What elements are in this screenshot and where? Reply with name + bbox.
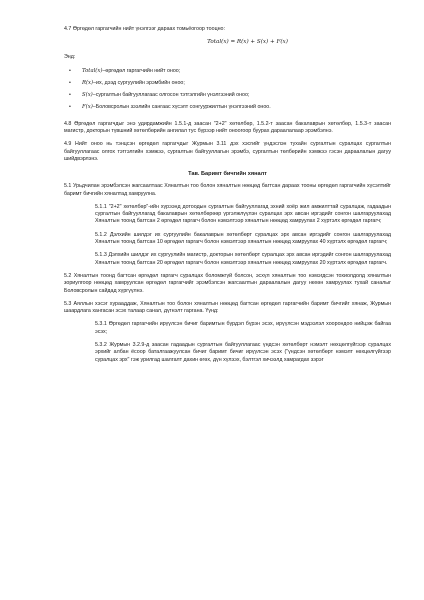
paragraph-5-3-2: 5.3.2 Журмын 3.2.9-д заасан гадаадын сургалтын байгууллагаас үндсэн хөтөлбөрт нэмэлт нөхцөлгүйгээр суралцах эрхийг албан ёсоор баталгаажуулсан бичиг баримт бичиг ирүүлсэн эсэх ("үндсэн хөтөлбөрт нэмэлт нөхцөлгүйгээр суралцах эрх" гэж урилгад шалгалт дахин өгөх, дүн хүлээх, бэлтгэл хичээлд хамрагдах зэрэг bbox=[95, 342, 391, 363]
legend-symbol: R(x) bbox=[82, 79, 94, 86]
paragraph-5-1-3: 5.1.3 Дэлхийн шилдэг их сургуулийн магистр, докторын хөтөлбөрт суралцах эрх авсан иргэдийг сонгон шалгаруулахад Хяналтын тоонд багтсан 20 өргөдөл гаргагч болон нэмэлтээр хяналтын нөөцөд хамруулах 20 хүртэлх өргөдөл гаргагч. bbox=[95, 252, 391, 266]
formula-legend bbox=[64, 68, 391, 112]
legend-text: –их, дээд сургуулийн эрэмбийн оноо; bbox=[93, 79, 185, 86]
legend-item-total bbox=[64, 68, 391, 75]
legend-item-s bbox=[64, 92, 391, 99]
paragraph-5-1-2: 5.1.2 Дэлхийн шилдэг их сургуулийн бакалаврын хөтөлбөрт суралцах эрх авсан иргэдийг сонгон шалгаруулахад Хяналтын тоонд багтсан 10 өргөдөл гаргагч болон нэмэлтээр хяналтын нөөцөд хамруулах 40 хүртэлх өргөдөл гаргагч; bbox=[95, 231, 391, 246]
bullet-icon: • bbox=[69, 67, 71, 74]
legend-symbol: Total(x) bbox=[82, 67, 103, 74]
paragraph-5-1-1: 5.1.1 "2+2" хөтөлбөр"-ийн хүрээнд дотоодын сургалтын байгууллагад эхний хоёр жил амжилттай суралцаж, гадаадын сургалтын байгууллагад бакалаврын хөтөлбөрөөр үргэлжлүүлэн суралцах эрх авсан иргэдийг сонгон шалгаруулахад Хяналтын тоонд багтсан 2 өргөдөл гаргагч болон нэмэлтээр хяналтын нөөцөд хамруулах 2 хүртэлх өргөдөл гаргагч; bbox=[95, 203, 391, 225]
bullet-icon: • bbox=[69, 104, 71, 111]
paragraph-5-3-1: 5.3.1 Өргөдөл гаргагчийн ирүүлсэн бичиг баримтын бүрдэл бүрэн эсэх, ирүүлсэн мэдээлэл хоорондоо нийцэж байгаа эсэх; bbox=[95, 321, 391, 335]
legend-symbol: S(x) bbox=[82, 92, 93, 99]
paragraph-5-3: 5.3 Аяллын хэсэг хурааддаж, Хяналтын тоо болон хяналтын нөөцөд багтсан өргөдөл гаргагчийн баримт бичгийг хянаж, Журмын шаардлага хангасан эсэх талаар санал, дүгнэлт гаргана. Үүнд: bbox=[64, 300, 391, 315]
legend-text: –сургалтын байгууллагаас олгосон тэтгэлгийн үнэлгээний оноо; bbox=[92, 92, 250, 99]
where-label: Энд: bbox=[64, 54, 76, 61]
paragraph-4-9: 4.9 Нийт оноо нь тэнцсэн өргөдөл гаргагчдыг Журмын 3.11 дэх хэсгийг үндэслэн тухайн сургалтын суралцах сургалтын байгууллагаас олгох тэтгэлгийн хэмжээ, сургалтын байгууллагын эрэмбэ, сургалтын төлбөрийн хэмжээ гэсэн дараалалын дагуу шийдвэрлэнэ. bbox=[64, 141, 391, 162]
paragraph-4-8: 4.8 Өргөдөл гаргагчдыг энэ удирдамжийн 1.5.1-д заасан "2+2" хөтөлбөр, 1.5.2-т заасан бакалаврын хөтөлбөр, 1.5.3-т заасан магистр, докторын түвшний хөтөлбөрийн ангилал тус бүрээр нийт оноогоор буурах дараалалаар эрэмбэлнэ. bbox=[64, 120, 391, 135]
section-5-heading: Тав. Баримт бичгийн хяналт bbox=[188, 171, 267, 178]
legend-text: –өргөдөл гаргагчийн нийт оноо; bbox=[102, 67, 181, 74]
paragraph-5-1: 5.1 Урьдчилан эрэмбэлсэн жагсаалтаас Хяналтын тоо болон хяналтын нөөцөд багтсан дараах тооны өргөдөл гаргагчийн хүсэлтийг баримт бичгийн хяналтад хамруулна. bbox=[64, 183, 391, 197]
bullet-icon: • bbox=[69, 92, 71, 99]
paragraph-4-7: 4.7 Өргөдөл гаргагчийн нийт үнэлгээг дараах томьёогоор тооцно: bbox=[64, 26, 225, 32]
total-score-formula: Total(x) = R(x) + S(x) + F(x) bbox=[207, 39, 288, 46]
legend-item-f bbox=[64, 104, 391, 111]
legend-text: –Боловсролын зээлийн сангаас хүсэлт сонгууржилтын үнэлгээний оноо. bbox=[92, 104, 271, 111]
bullet-icon: • bbox=[69, 79, 71, 86]
legend-item-r bbox=[64, 80, 391, 87]
legend-symbol: F(x) bbox=[82, 104, 93, 111]
paragraph-5-2: 5.2 Хяналтын тоонд багтсан өргөдөл гаргагч суралцах боломжгүй болсон, эсхүл хяналтын тоо нэмэгдсэн тохиолдолд хяналтын зориулгоор нөөцөд хамруулсан өргөдөл гаргагчийг эрэмбэлсэн жагсаалтын дараалалын дагуу нөхөн хамруулах тухай саналыг Боловсролын сайдад хүргүүлнэ. bbox=[64, 272, 391, 294]
